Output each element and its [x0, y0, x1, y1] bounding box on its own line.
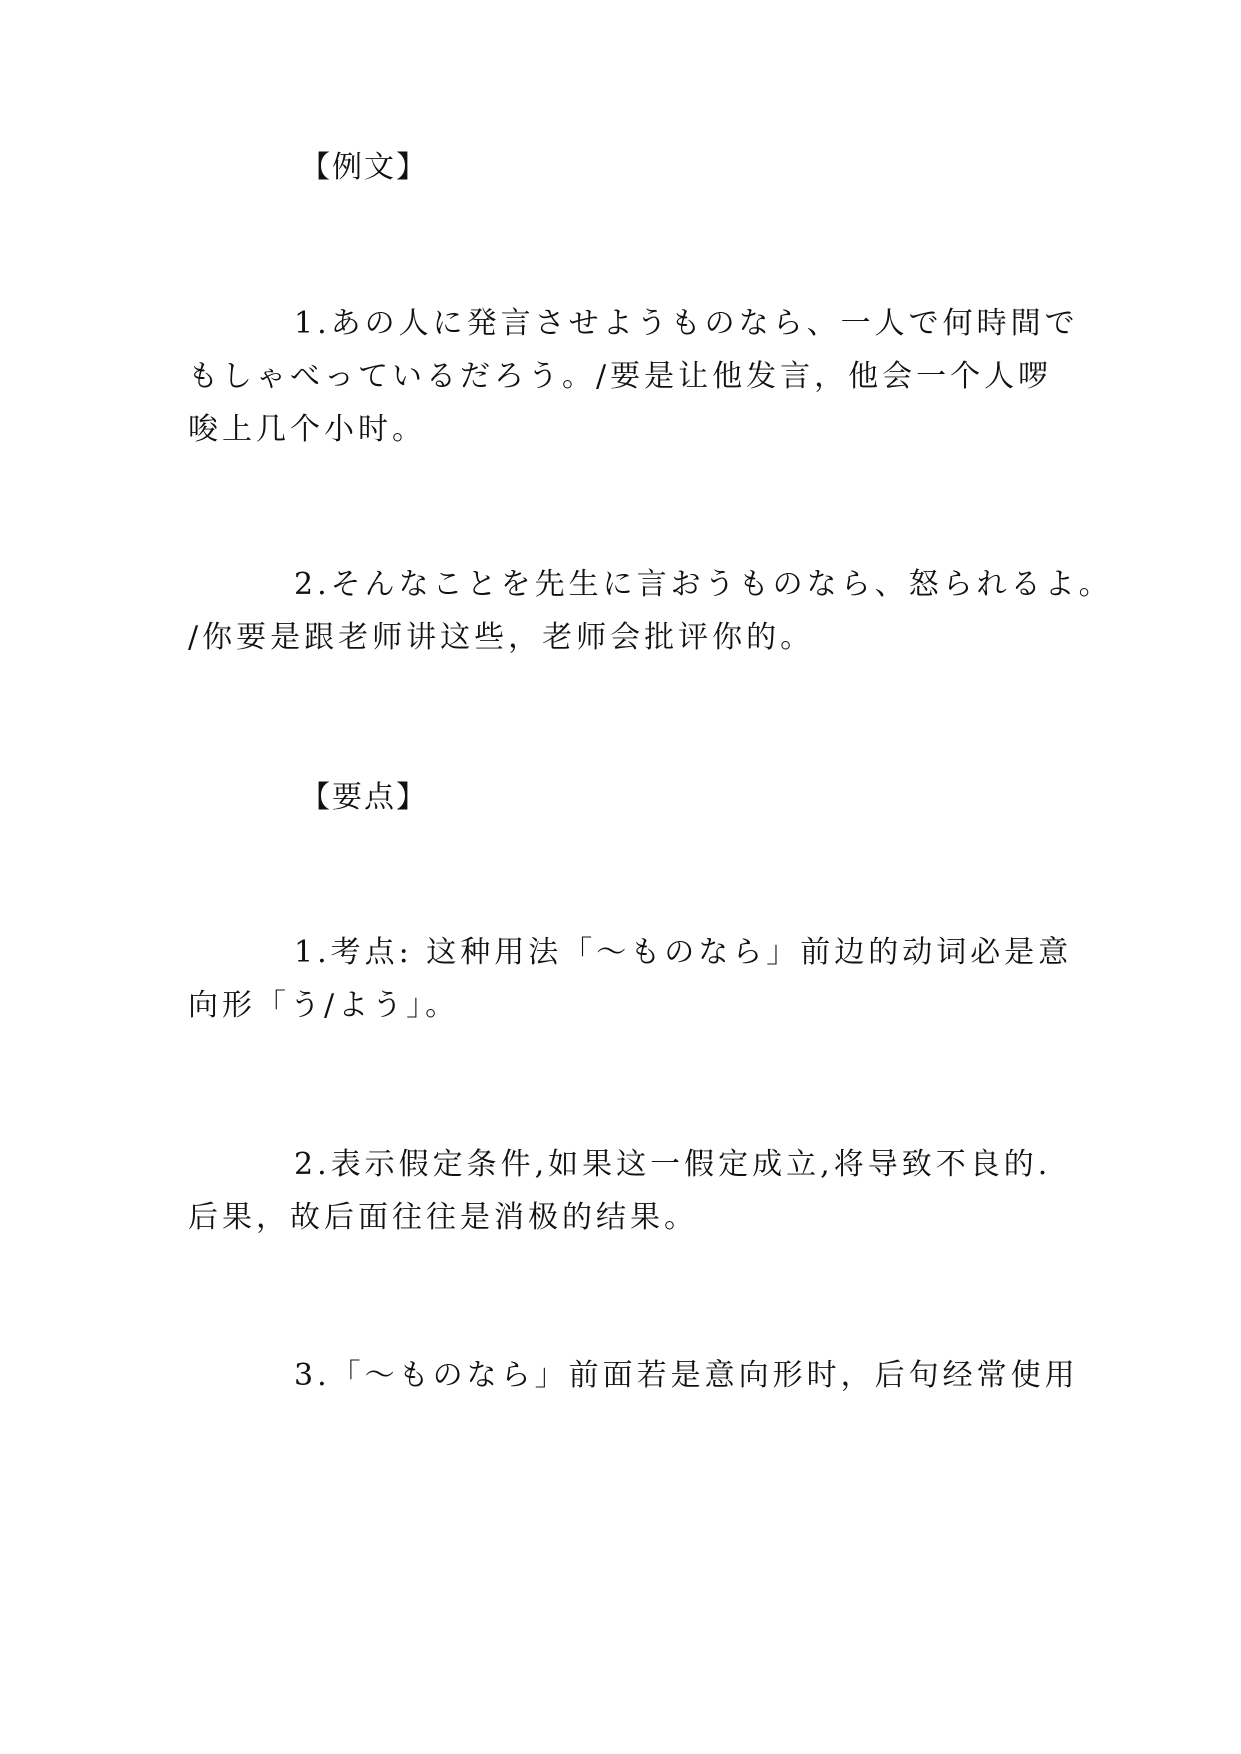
example-1-line-3: 唆上几个小时。: [188, 412, 426, 447]
point-1-line-2: 向形「う/よう」。: [188, 988, 460, 1023]
example-1-line-1: 1.あの人に発言させようものなら、一人で何時間で: [294, 306, 1079, 341]
section-heading-examples: 【例文】: [300, 150, 428, 185]
example-1-line-2: もしゃべっているだろう。/要是让他发言，他会一个人啰: [188, 359, 1053, 394]
example-2-line-2: /你要是跟老师讲这些，老师会批评你的。: [188, 620, 815, 655]
point-2-line-1: 2.表示假定条件,如果这一假定成立,将导致不良的.: [294, 1147, 1052, 1182]
example-2-line-1: 2.そんなことを先生に言おうものなら、怒られるよ。: [294, 567, 1113, 602]
point-3-line-1: 3.「～ものなら」前面若是意向形时，后句经常使用: [294, 1358, 1079, 1393]
point-2-line-2: 后果，故后面往往是消极的结果。: [188, 1200, 698, 1235]
section-heading-points: 【要点】: [300, 780, 428, 815]
point-1-line-1: 1.考点: 这种用法「～ものなら」前边的动词必是意: [294, 935, 1073, 970]
